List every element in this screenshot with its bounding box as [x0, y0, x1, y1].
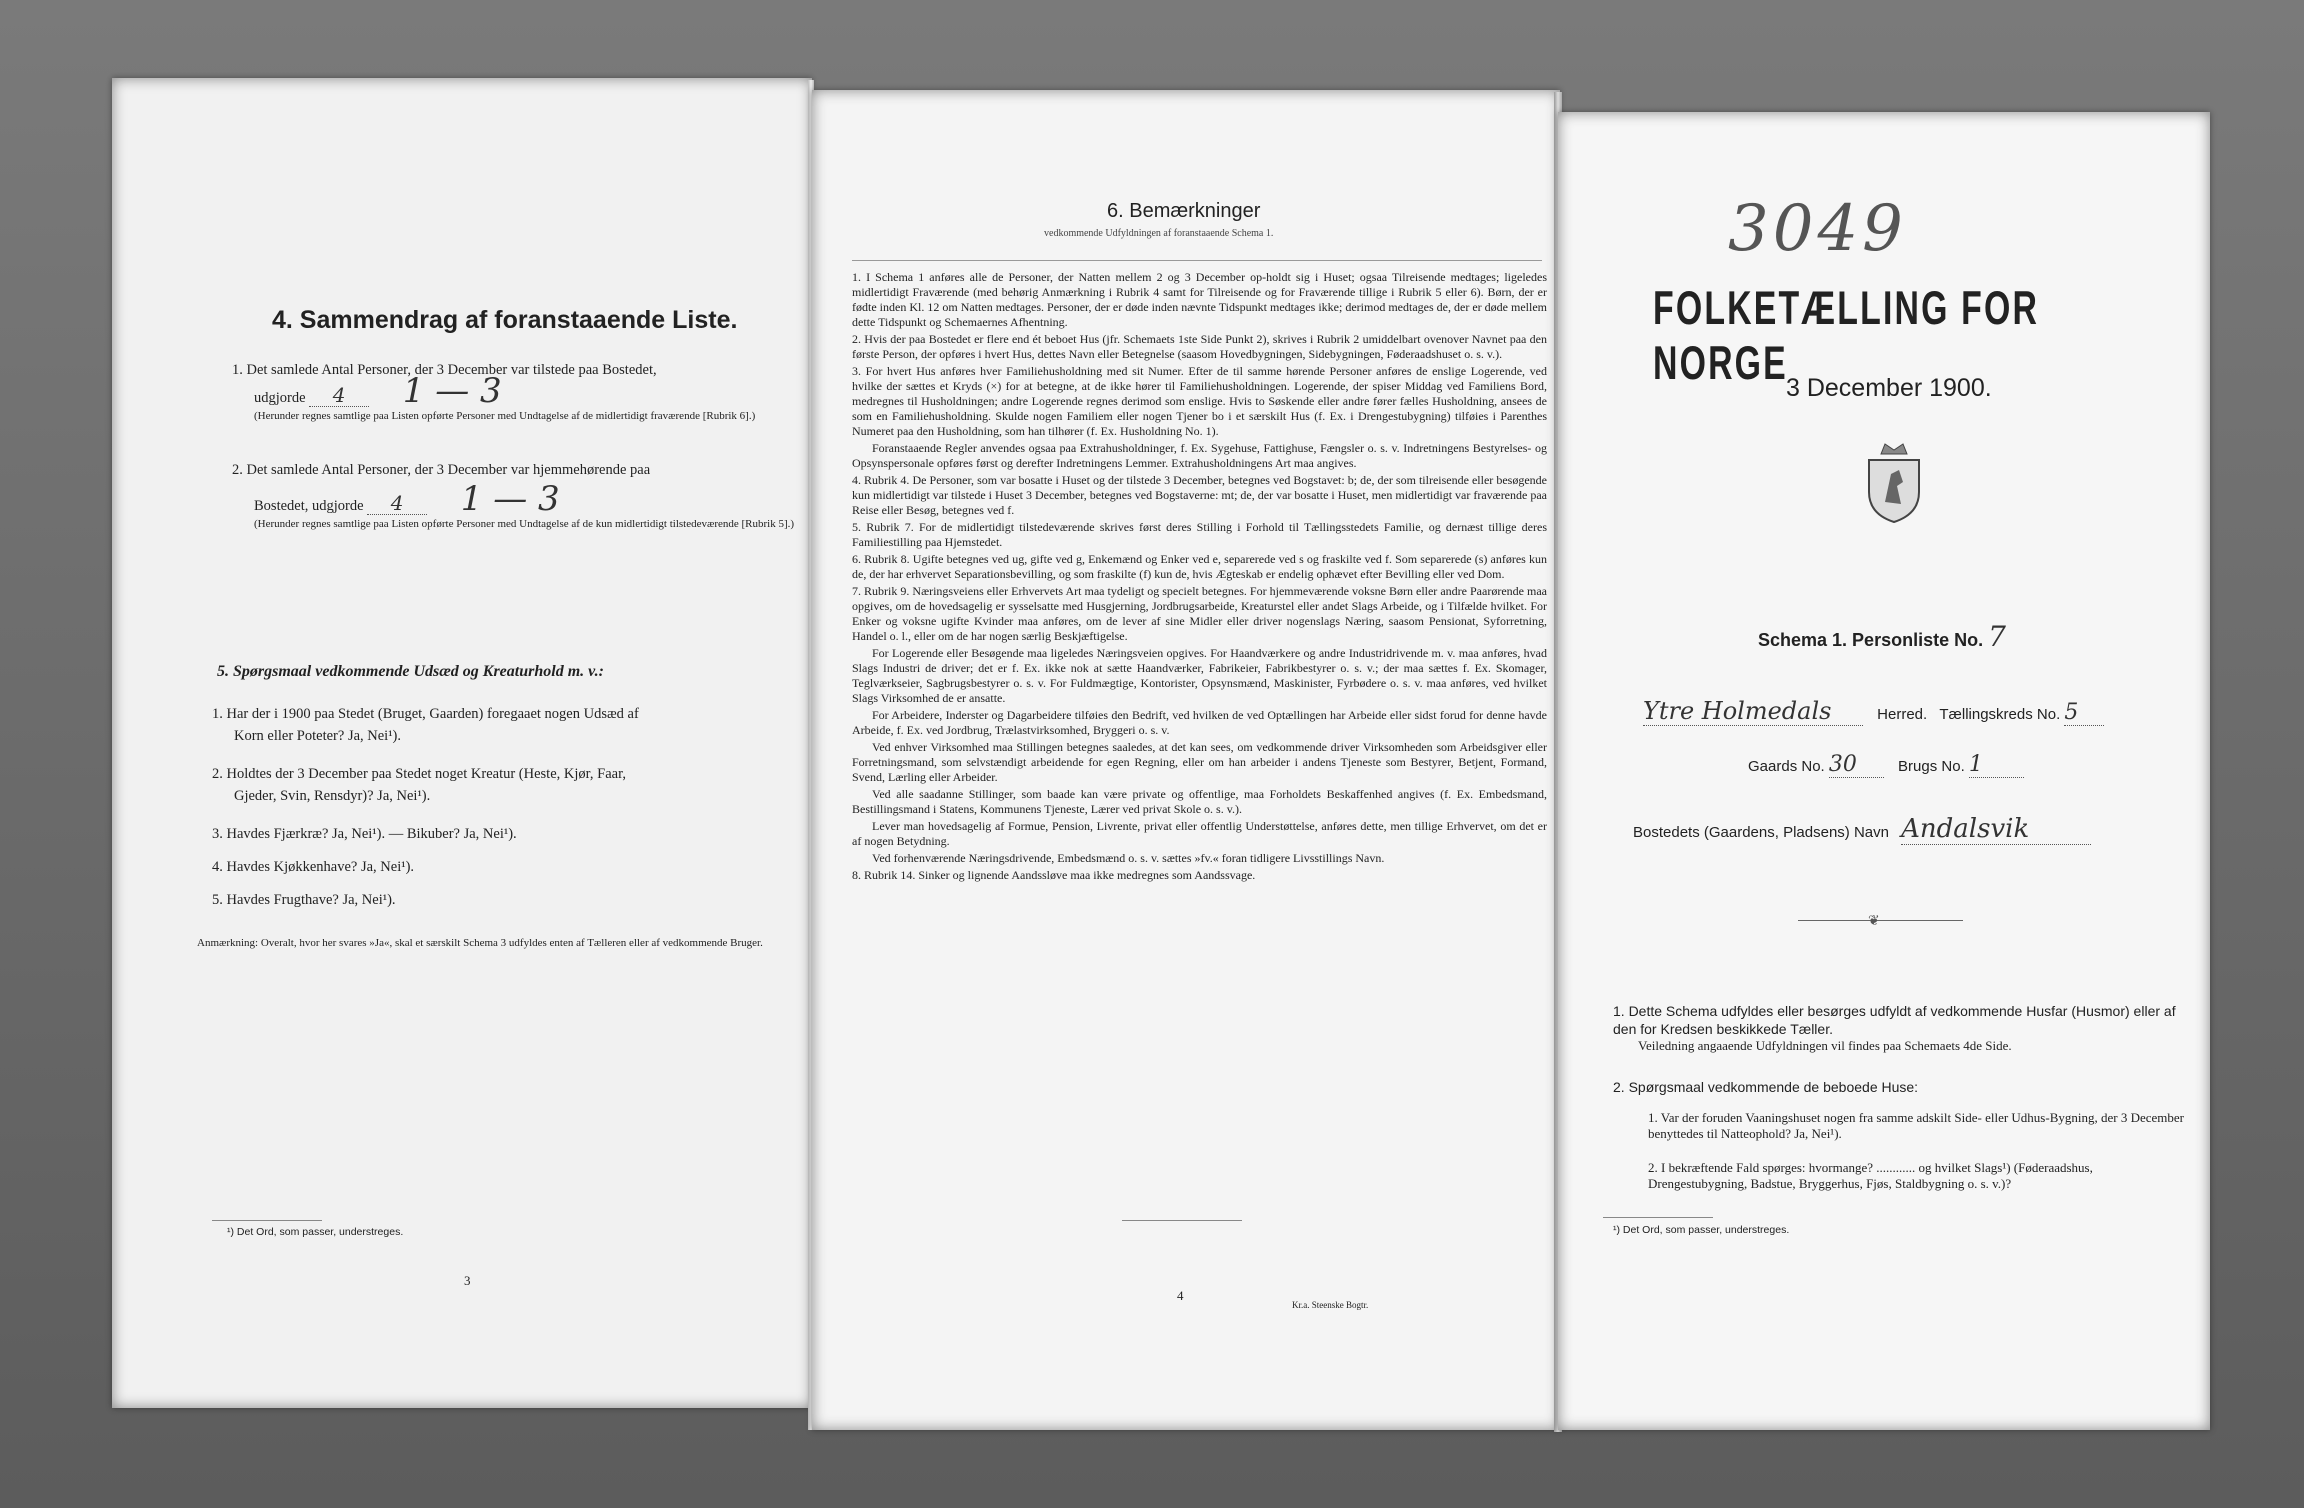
left-footnote: ¹) Det Ord, som passer, understreges. — [227, 1226, 404, 1238]
summary-item-2 — [232, 460, 882, 531]
remark-7c: For Arbeidere, Inderster og Dagarbeidere tilføies den Bedrift, ved hvilken de ved Optællingen har Arbeide eller sidst forud for denne havde Arbeide, f. Ex. ved Jordbrug, Trælastvirksomhed, Bryggeri o. s. v. — [852, 708, 1547, 737]
kreds-label: Tællingskreds No. — [1939, 706, 2061, 723]
bosted-value: Andalsvik — [1901, 814, 2091, 845]
item2-value: 4 — [367, 493, 427, 515]
question-2 — [212, 763, 872, 807]
item2-bostedet-label: Bostedet, udgjorde — [254, 498, 364, 514]
remark-3: 3. For hvert Hus anføres hver Familiehusholdning med sit Numer. Efter de til samme hørende Personer anføres de enslige Logerende, ved hvilke der sættes et Kryds (×) for at betegne, at de ikke hører til Familiehusholdningen. Logerende, der spiser Middag ved Familiens Bord, medregnes til Husholdningen; andre Logerende regnes derimod som enslige. Hvis to Søskende eller andre fører fælles Husholdning, ansees de som en Familiehusholdning. Skulde nogen Familiem eller nogen Tjener bo i et særskilt Hus (f. Ex. i Drengestubygning) tilføies i Parenthes Numeret paa den Husholdning, som han tilhører (f. Ex. Husholdning No. 1). — [852, 364, 1547, 438]
bosted-label: Bostedets (Gaardens, Pladsens) Navn — [1633, 824, 1889, 841]
item1-value: 4 — [309, 385, 369, 407]
page-middle — [812, 90, 1560, 1430]
remark-7g: Ved forhenværende Næringsdrivende, Embedsmænd o. s. v. sættes »fv.« foran tidligere Livsstillings Navn. — [872, 851, 1385, 865]
page-right — [1558, 112, 2210, 1430]
schema-line — [1758, 620, 2006, 653]
brugs-label: Brugs No. — [1898, 758, 1965, 775]
herred-line — [1643, 697, 2203, 726]
printer-credit: Kr.a. Steenske Bogtr. — [1292, 1300, 1369, 1310]
question-3: 3. Havdes Fjærkræ? Ja, Nei¹). — Bikuber? Ja, Nei¹). — [212, 826, 517, 842]
remark-3-extra: Foranstaaende Regler anvendes ogsaa paa Extrahusholdninger, f. Ex. Sygehuse, Fattighuse, Fængsler o. s. v. Indretningens Bestyrelses- og Opsynspersonale opføres først og derefter Indretningens Lemmer. Extrahusholdningens Art maa angives. — [852, 441, 1547, 470]
gaards-line — [1748, 752, 2304, 778]
summary-item-1 — [232, 360, 882, 423]
ornament-rule — [1798, 920, 1963, 921]
remark-4: 4. Rubrik 4. De Personer, som var bosatte i Huset og der tilstede 3 December, betegnes ved Bogstavet: b; de, der som tilreisende eller besøgende kun midlertidigt var tilstede i Huset 3 December, betegnes ved Bogstaverne: mt; de, der var bosatte i Huset, men midlertidigt var fraværende paa Reise eller Besøg, betegnes ved f. — [852, 473, 1547, 517]
instruction-2 — [1613, 1078, 2193, 1192]
question-4: 4. Havdes Kjøkkenhave? Ja, Nei¹). — [212, 859, 415, 875]
instruction-2-q1: 1. Var der foruden Vaaningshuset nogen fra samme adskilt Side- eller Udhus-Bygning, der 3 December benyttedes til Natteophold? Ja, Nei¹). — [1648, 1110, 2184, 1141]
remark-7d: Ved enhver Virksomhed maa Stillingen betegnes saaledes, at det kan sees, om vedkommende driver Virksomheden som Arbeidsgiver eller Forretningsmand, som selvstændigt arbeidende for egen Regning, eller om han arbeider i andens Tjeneste som Bestyrer, Betjent, Formand, Svend, Lærling eller Arbeider. — [852, 740, 1547, 784]
summary-item-1-text: 1. Det samlede Antal Personer, der 3 December var tilstede paa Bostedet, — [232, 362, 657, 378]
section4-title: 4. Sammendrag af foranstaaende Liste. — [272, 306, 738, 334]
gaards-number: 30 — [1829, 752, 1884, 778]
remark-5: 5. Rubrik 7. For de midlertidigt tilstedeværende skrives først deres Stilling i Forhold til Tællingsstedets Familie, og dernæst tillige deres Familiestilling paa Hjemstedet. — [852, 520, 1547, 549]
remark-2: 2. Hvis der paa Bostedet er flere end ét beboet Hus (jfr. Schemaets 1ste Side Punkt 2), skrives i Rubrik 2 umiddelbart ovenover Navnet paa den første Person, der opføres i hvert Hus, dettes Navn eller Betegnelse (saasom Hovedbygningen, Sidebygningen, Føderaadshuset o. s. v.). — [852, 332, 1547, 361]
remarks-list — [852, 270, 1547, 883]
census-date: 3 December 1900. — [1786, 374, 1992, 402]
question-1-answer: Korn eller Poteter? Ja, Nei¹). — [234, 728, 402, 744]
question-1-text: 1. Har der i 1900 paa Stedet (Bruget, Gaarden) foregaaet nogen Udsæd af — [212, 706, 639, 722]
remarks-rule — [852, 260, 1542, 261]
anmerkning-note: Anmærkning: Overalt, hvor her svares »Ja«, skal et særskilt Schema 3 udfyldes enten af Tælleren eller af vedkommende Bruger. — [197, 937, 763, 949]
remark-1: 1. I Schema 1 anføres alle de Personer, der Natten mellem 2 og 3 December op-holdt sig i Huset; ogsaa Tilreisende medtages; ligeledes midlertidigt Fraværende (med behørig Anmærkning i Rubrik 4 samt for Tilreisende og for Fraværende tillige i Rubrik 5 eller 6). Børn, der er fødte inden Kl. 12 om Natten medtages. Personer, der er døde inden nævnte Tidspunkt medtages ikke; derimod medtages de, der er døde mellem dette Tidspunkt og Schemaernes Afhentning. — [852, 270, 1547, 329]
brugs-number: 1 — [1969, 752, 2024, 778]
kreds-number: 5 — [2064, 700, 2104, 726]
remark-6: 6. Rubrik 8. Ugifte betegnes ved ug, gifte ved g, Enkemænd og Enker ved e, separerede ved s og fraskilte ved f. Som separerede (s) anføres kun de, der har erhvervet Separationsbevilling, og som fraskilte (f) kun de, hvis Ægteskab er endelig ophævet efter Bevilling eller ved Dom. — [852, 552, 1547, 581]
question-2-text: 2. Holdtes der 3 December paa Stedet noget Kreatur (Heste, Kjør, Faar, — [212, 766, 626, 782]
remark-7b: For Logerende eller Besøgende maa ligeledes Næringsveien opgives. For Haandværkere og andre Industridrivende m. v. maa anføres, hvad Slags Industri de driver; det er f. Ex. ikke nok at sætte Haandværker, Fabrikeier, Fabrikbestyrer o. s. v.; der maa sættes f. Ex. Skomager, Teglværkseier, Sagbrugsbestyrer o. s. v. For Fuldmægtige, Kontorister, Opsynsmænd, Maskinister, Fyrbødere o. s. v. maa anføres, ved hvilket Slags Virksomhed de er ansatte. — [852, 646, 1547, 705]
instruction-2-text: 2. Spørgsmaal vedkommende de beboede Huse: — [1613, 1079, 1919, 1095]
item2-note: (Herunder regnes samtlige paa Listen opførte Personer med Undtagelse af de kun midlertidigt tilstedeværende [Rubrik 5].) — [254, 518, 795, 530]
question-1 — [212, 703, 872, 747]
footnote-rule — [212, 1220, 322, 1221]
question-5: 5. Havdes Frugthave? Ja, Nei¹). — [212, 892, 396, 908]
schema-label: Schema 1. Personliste No. — [1758, 630, 1984, 650]
page-left — [112, 78, 812, 1408]
middle-page-number: 4 — [1177, 1288, 1184, 1303]
right-footnote: ¹) Det Ord, som passer, understreges. — [1613, 1224, 1790, 1236]
census-title: FOLKETÆLLING FOR NORGE — [1653, 281, 2040, 389]
right-footnote-rule — [1603, 1217, 1713, 1218]
bosted-line — [1633, 814, 2193, 845]
item2-handwriting: 1 — 3 — [460, 479, 560, 519]
ornament-icon: ❦ — [1868, 914, 1880, 929]
question-2-answer: Gjeder, Svin, Rensdyr)? Ja, Nei¹). — [234, 788, 431, 804]
instruction-2-q2: 2. I bekræftende Fald spørges: hvormange? ............ og hvilket Slags¹) (Føderaadshus, Drengestubygning, Badstue, Bryggerhus, Fjøs, Staldbygning o. s. v.)? — [1648, 1160, 2093, 1191]
coat-of-arms-icon — [1863, 442, 1925, 524]
herred-value: Ytre Holmedals — [1643, 697, 1863, 726]
instruction-1 — [1613, 1002, 2193, 1054]
item1-handwriting: 1 — 3 — [402, 371, 502, 411]
left-page-number: 3 — [464, 1273, 471, 1288]
remark-8: 8. Rubrik 14. Sinker og lignende Aandssløve maa ikke medregnes som Aandssvage. — [852, 868, 1256, 882]
summary-item-2-text: 2. Det samlede Antal Personer, der 3 December var hjemmehørende paa — [232, 462, 651, 478]
instruction-1-text: 1. Dette Schema udfyldes eller besørges udfyldt af vedkommende Husfar (Husmor) eller af den for Kredsen beskikkede Tæller. — [1613, 1003, 2176, 1037]
item1-note: (Herunder regnes samtlige paa Listen opførte Personer med Undtagelse af de midlertidigt fraværende [Rubrik 6].) — [254, 410, 756, 422]
gaards-label: Gaards No. — [1748, 758, 1825, 775]
remarks-heading: 6. Bemærkninger — [1107, 200, 1261, 222]
remark-7e: Ved alle saadanne Stillinger, som baade kan være private og offentlige, maa Forholdets Beskaffenhed angives (f. Ex. Embedsmand, Bestillingsmand i Statens, Kommunens Tjeneste, Lærer ved privat Skole o. s. v.). — [852, 787, 1547, 816]
section5-title: 5. Spørgsmaal vedkommende Udsæd og Kreaturhold m. v.: — [217, 663, 604, 680]
remark-7: 7. Rubrik 9. Næringsveiens eller Erhvervets Art maa tydeligt og specielt betegnes. For hjemmeværende voksne Børn eller andre Paarørende maa opgives, om de hovedsagelig er sysselsatte med Husgjerning, Jordbrugsarbeide, Kreaturstel eller andet Slags Arbeide, og i Tilfælde hvilket. For Enker og voksne ugifte Kvinder maa anføres, om de lever af sine Midler eller driver nogenslags Næring, saasom Pensionat, Syforretning, Handel o. l., eller om de har nogen særlig Beskjæftigelse. — [852, 584, 1547, 643]
personliste-number: 7 — [1988, 620, 2006, 653]
remark-7f: Lever man hovedsagelig af Formue, Pension, Livrente, privat eller offentlig Understøttelse, anføres dette, men tillige Erhvervet, om det er af nogen Betydning. — [852, 819, 1547, 848]
herred-label: Herred. — [1877, 706, 1928, 723]
handwritten-archive-number: 3049 — [1728, 192, 1907, 266]
remarks-subheading: vedkommende Udfyldningen af foranstaaende Schema 1. — [1044, 228, 1274, 239]
item1-udgjorde-label: udgjorde — [254, 390, 306, 406]
remarks-end-rule — [1122, 1220, 1242, 1221]
instruction-1-note: Veiledning angaaende Udfyldningen vil findes paa Schemaets 4de Side. — [1638, 1038, 2012, 1053]
